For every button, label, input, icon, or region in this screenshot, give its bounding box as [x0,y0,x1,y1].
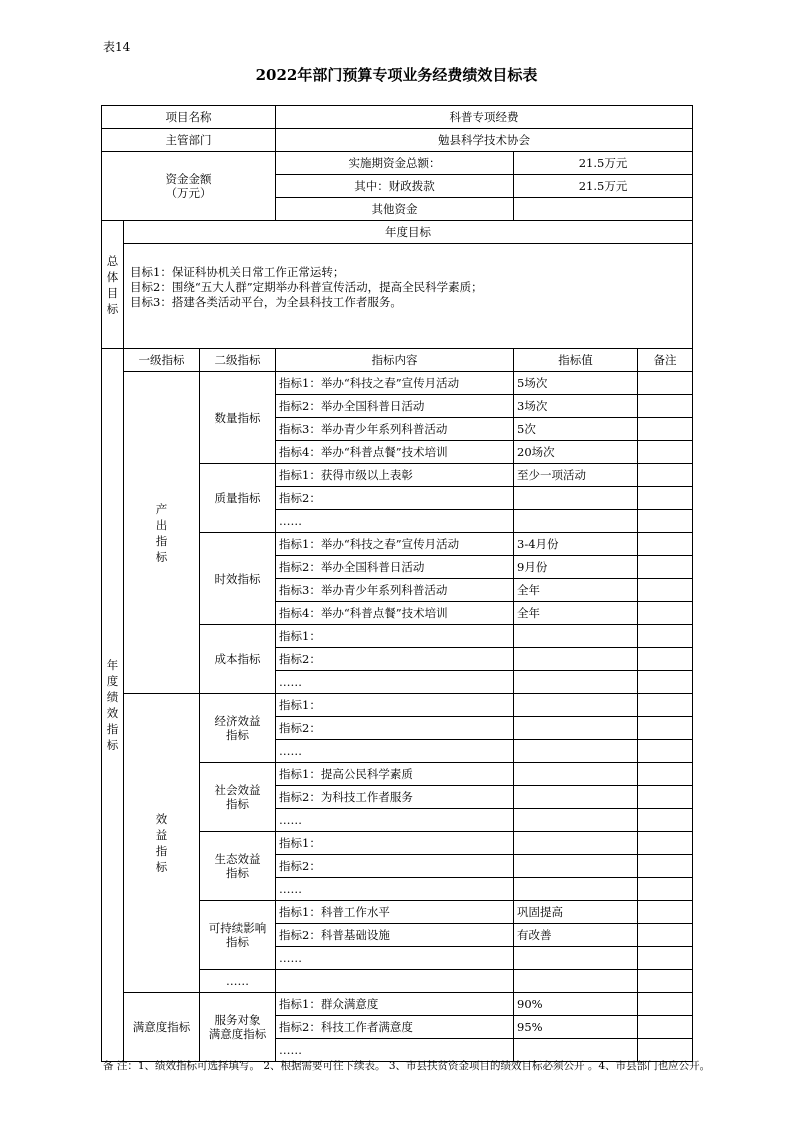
annual-indicator-side-label: 年 度 绩 效 指 标 [102,349,124,1062]
indicator-content: 指标1：举办“科技之春”宣传月活动 [276,533,514,556]
indicator-content: …… [276,1039,514,1062]
cost-indicator-label: 成本指标 [200,625,276,694]
funds-label-cell [102,152,276,221]
project-name-row [102,106,693,129]
indicator-remark [638,832,693,855]
indicator-header-row [102,349,693,372]
service-satisfaction-label: 服务对象 满意度指标 [200,993,276,1062]
indicator-value [514,970,638,993]
satisfaction-indicator-label: 满意度指标 [124,993,200,1062]
indicator-content: 指标2： [276,648,514,671]
indicator-content: 指标1： [276,625,514,648]
overall-goal-header-row [102,221,693,244]
indicator-content: 指标2：为科技工作者服务 [276,786,514,809]
dept-value: 勉县科学技术协会 [276,129,693,152]
quantity-indicator-label: 数量指标 [200,372,276,464]
indicator-content: …… [276,671,514,694]
indicator-value: 全年 [514,579,638,602]
indicator-remark [638,671,693,694]
economic-indicator-label: 经济效益 指标 [200,694,276,763]
col-header-remark: 备注 [638,349,693,372]
fiscal-funds-label: 其中：财政拨款 [276,175,514,198]
funds-label: 资金金额 [165,172,212,186]
indicator-content: 指标2：科技工作者满意度 [276,1016,514,1039]
indicator-value: 3场次 [514,395,638,418]
goal-1: 目标1：保证科协机关日常工作正常运转； [130,265,345,279]
total-funds-label: 实施期资金总额： [276,152,514,175]
other-funds-value [514,198,693,221]
indicator-remark [638,556,693,579]
indicator-content: 指标2： [276,487,514,510]
fiscal-funds-value: 21.5万元 [514,175,693,198]
indicator-value: 5场次 [514,372,638,395]
indicator-value [514,786,638,809]
indicator-remark [638,717,693,740]
dept-row [102,129,693,152]
overall-goal-text-row [102,244,693,349]
benefit-more-label: …… [200,970,276,993]
table-row [102,993,693,1016]
total-funds-value: 21.5万元 [514,152,693,175]
indicator-content: 指标2：举办全国科普日活动 [276,395,514,418]
social-indicator-label: 社会效益 指标 [200,763,276,832]
indicator-value [514,717,638,740]
overall-goal-text [124,244,693,349]
indicator-remark [638,694,693,717]
benefit-indicator-label: 效 益 指 标 [124,694,200,993]
indicator-value [514,763,638,786]
indicator-remark [638,993,693,1016]
indicator-content: 指标3：举办青少年系列科普活动 [276,418,514,441]
indicator-remark [638,418,693,441]
indicator-content: 指标1：获得市级以上表彰 [276,464,514,487]
indicator-remark [638,947,693,970]
footnote: 备 注：1、绩效指标可选择填写。 2、根据需要可往下续表。 3、市县扶贫资金项目的绩效目标必须公开 。4、市县部门也应公开。 [103,1060,711,1072]
quality-indicator-label: 质量指标 [200,464,276,533]
indicator-value: 9月份 [514,556,638,579]
indicator-content: 指标2：举办全国科普日活动 [276,556,514,579]
indicator-content: 指标2： [276,717,514,740]
indicator-content: 指标1：群众满意度 [276,993,514,1016]
indicator-value: 5次 [514,418,638,441]
indicator-remark [638,648,693,671]
ecological-indicator-label: 生态效益 指标 [200,832,276,901]
dept-label: 主管部门 [102,129,276,152]
indicator-remark [638,855,693,878]
goal-3: 目标3：搭建各类活动平台，为全县科技工作者服务。 [130,295,402,309]
indicator-value [514,855,638,878]
indicator-remark [638,970,693,993]
indicator-value: 有改善 [514,924,638,947]
table-number: 表14 [103,40,131,54]
indicator-remark [638,924,693,947]
indicator-content: …… [276,740,514,763]
indicator-remark [638,901,693,924]
indicator-remark [638,372,693,395]
indicator-value: 全年 [514,602,638,625]
indicator-content: …… [276,878,514,901]
overall-goal-side-label: 总 体 目 标 [102,221,124,349]
indicator-content: …… [276,510,514,533]
indicator-value [514,947,638,970]
indicator-remark [638,1016,693,1039]
sustainable-indicator-label: 可持续影响 指标 [200,901,276,970]
indicator-value [514,694,638,717]
indicator-content: …… [276,809,514,832]
funds-row-total [102,152,693,175]
col-header-level1: 一级指标 [124,349,200,372]
indicator-content: 指标4：举办“科普点餐”技术培训 [276,441,514,464]
indicator-value [514,510,638,533]
indicator-value: 20场次 [514,441,638,464]
indicator-remark [638,579,693,602]
indicator-remark [638,763,693,786]
indicator-content: 指标1： [276,832,514,855]
indicator-value [514,878,638,901]
funds-unit: （万元） [165,186,212,200]
indicator-remark [638,441,693,464]
indicator-content: 指标2：科普基础设施 [276,924,514,947]
col-header-level2: 二级指标 [200,349,276,372]
project-name-label: 项目名称 [102,106,276,129]
indicator-remark [638,533,693,556]
col-header-content: 指标内容 [276,349,514,372]
indicator-content: 指标4：举办“科普点餐”技术培训 [276,602,514,625]
indicator-content: 指标2： [276,855,514,878]
performance-target-table [101,105,693,1062]
project-name-value: 科普专项经费 [276,106,693,129]
annual-target-label: 年度目标 [124,221,693,244]
indicator-content: 指标1： [276,694,514,717]
indicator-value [514,487,638,510]
indicator-content [276,970,514,993]
indicator-remark [638,464,693,487]
indicator-value [514,740,638,763]
indicator-remark [638,625,693,648]
col-header-value: 指标值 [514,349,638,372]
indicator-content: …… [276,947,514,970]
indicator-remark [638,809,693,832]
indicator-value: 3-4月份 [514,533,638,556]
indicator-value [514,648,638,671]
indicator-value [514,809,638,832]
indicator-value: 95% [514,1016,638,1039]
indicator-value [514,671,638,694]
page-title: 2022年部门预算专项业务经费绩效目标表 [255,66,538,84]
indicator-content: 指标3：举办青少年系列科普活动 [276,579,514,602]
goal-2: 目标2：围绕“五大人群”定期举办科普宣传活动，提高全民科学素质； [130,280,483,294]
indicator-remark [638,487,693,510]
indicator-remark [638,510,693,533]
indicator-remark [638,878,693,901]
table-row [102,372,693,395]
output-indicator-label: 产 出 指 标 [124,372,200,694]
indicator-content: 指标1：举办“科技之春”宣传月活动 [276,372,514,395]
indicator-value: 巩固提高 [514,901,638,924]
indicator-remark [638,740,693,763]
table-row [102,694,693,717]
other-funds-label: 其他资金 [276,198,514,221]
indicator-value: 90% [514,993,638,1016]
indicator-remark [638,395,693,418]
indicator-content: 指标1：科普工作水平 [276,901,514,924]
indicator-remark [638,786,693,809]
indicator-value: 至少一项活动 [514,464,638,487]
timeliness-indicator-label: 时效指标 [200,533,276,625]
indicator-content: 指标1：提高公民科学素质 [276,763,514,786]
indicator-value [514,832,638,855]
indicator-value [514,625,638,648]
indicator-remark [638,602,693,625]
